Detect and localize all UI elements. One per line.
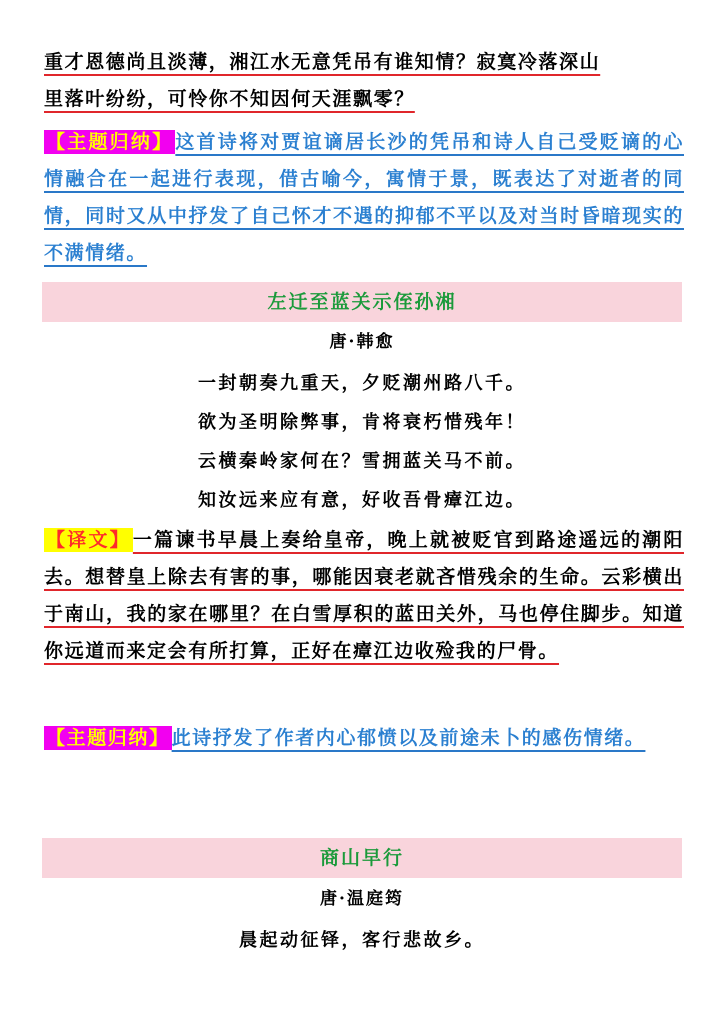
verse-line-2: 欲为圣明除弊事，肯将衰朽惜残年！ [198, 412, 526, 433]
translation-continuation [44, 44, 684, 118]
verse-line-1: 一封朝奏九重天，夕贬潮州路八千。 [198, 373, 526, 394]
continuation-line-1: 重才恩德尚且淡薄，湘江水无意凭吊有谁知情？寂寞冷落深山 [44, 51, 601, 73]
verse-line-3: 云横秦岭家何在？雪拥蓝关马不前。 [198, 451, 526, 472]
translation-tag: 【译文】 [46, 529, 131, 551]
poem-title-band [42, 282, 682, 322]
translation-text: 一篇谏书早晨上奏给皇帝，晚上就被贬官到路途遥远的潮阳去。想替皇上除去有害的事，哪能因衰老就吝惜残余的生命。云彩横出于南山，我的家在哪里？在白雪厚积的蓝田关外，马也停住脚步。知道你远道而来定会有所打算，正好在瘴江边收殓我的尸骨。 [44, 529, 684, 662]
theme-summary-2 [44, 720, 684, 757]
theme-summary-1 [44, 124, 684, 272]
theme-text: 此诗抒发了作者内心郁愤以及前途未卜的感伤情绪。 [171, 727, 646, 749]
theme-text: 这首诗将对贾谊谪居长沙的凭吊和诗人自己受贬谪的心情融合在一起进行表现，借古喻今，寓情于景，既表达了对逝者的同情，同时又从中抒发了自己怀才不遇的抑郁不平以及对当时昏暗现实的不满情绪。 [44, 131, 684, 264]
verse-line-1: 晨起动征铎，客行悲故乡。 [239, 930, 485, 951]
poem-title: 商山早行 [319, 847, 404, 869]
poem-title: 左迁至蓝关示侄孙湘 [267, 291, 457, 313]
theme-tag: 【主题归纳】 [46, 131, 174, 153]
continuation-line-2: 里落叶纷纷，可怜你不知因何天涯飘零？ [44, 88, 415, 110]
verse-line-4: 知汝远来应有意，好收吾骨瘴江边。 [198, 490, 526, 511]
poem-title-band [42, 838, 682, 878]
translation-paragraph [44, 522, 684, 670]
poem-author: 唐·温庭筠 [320, 889, 404, 909]
theme-tag: 【主题归纳】 [46, 727, 170, 749]
poem-author: 唐·韩愈 [329, 332, 395, 352]
